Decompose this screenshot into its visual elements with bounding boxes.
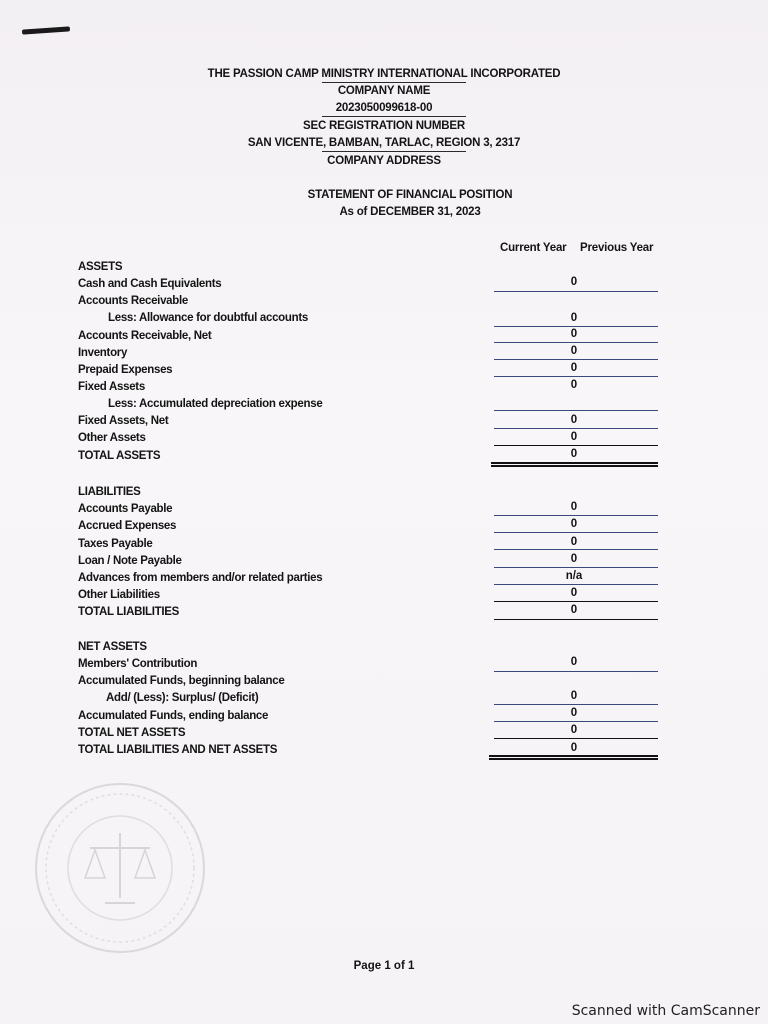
row-label: Less: Accumulated depreciation expense (108, 398, 323, 410)
underline (494, 376, 658, 377)
row-value: 0 (570, 379, 578, 391)
row-label: Other Assets (78, 432, 146, 444)
total-net-assets-value: 0 (570, 724, 578, 736)
underline (494, 704, 658, 705)
row-value: 0 (570, 501, 578, 513)
underline (494, 342, 658, 343)
row-label: Accounts Receivable, Net (78, 330, 212, 342)
row-value: n/a (565, 570, 583, 582)
row-label: Accrued Expenses (78, 520, 177, 532)
row-value: 0 (570, 362, 578, 374)
scanner-watermark: Scanned with CamScanner (571, 1003, 760, 1019)
page-number: Page 1 of 1 (353, 960, 415, 972)
underline (494, 721, 658, 722)
underline (494, 549, 658, 550)
underline (494, 359, 658, 360)
double-underline (491, 462, 658, 467)
row-label: Accumulated Funds, beginning balance (78, 675, 285, 687)
row-value: 0 (570, 312, 578, 324)
row-label: Add/ (Less): Surplus/ (Deficit) (106, 692, 259, 704)
row-value: 0 (570, 536, 578, 548)
liabilities-heading: LIABILITIES (78, 486, 141, 498)
row-value: 0 (570, 553, 578, 565)
company-name-label: COMPANY NAME (337, 85, 431, 97)
total-assets-value: 0 (570, 448, 578, 460)
row-label: Accounts Payable (78, 503, 173, 515)
row-label: Other Liabilities (78, 589, 160, 601)
underline (494, 515, 658, 516)
row-label: Cash and Cash Equivalents (78, 278, 222, 290)
scan-mark (22, 26, 70, 34)
row-value: 0 (570, 414, 578, 426)
total-liabilities-net-assets-label: TOTAL LIABILITIES AND NET ASSETS (78, 744, 278, 756)
net-assets-heading: NET ASSETS (78, 641, 147, 653)
statement-date: As of DECEMBER 31, 2023 (339, 206, 481, 218)
underline (494, 584, 658, 585)
double-underline (489, 755, 658, 760)
underline (494, 619, 658, 620)
column-previous-year: Previous Year (580, 242, 654, 254)
statement-title: STATEMENT OF FINANCIAL POSITION (307, 189, 513, 201)
row-label: Loan / Note Payable (78, 555, 182, 567)
underline (494, 532, 658, 533)
row-value: 0 (570, 328, 578, 340)
row-label: Prepaid Expenses (78, 364, 173, 376)
total-liabilities-label: TOTAL LIABILITIES (78, 606, 179, 618)
total-liabilities-net-assets-value: 0 (570, 742, 578, 754)
row-label: Fixed Assets (78, 381, 145, 393)
underline (494, 326, 658, 327)
total-assets-label: TOTAL ASSETS (78, 450, 161, 462)
row-value: 0 (570, 345, 578, 357)
row-value: 0 (570, 431, 578, 443)
row-value: 0 (570, 518, 578, 530)
row-label: Members' Contribution (78, 658, 198, 670)
underline (494, 445, 658, 446)
sec-label: SEC REGISTRATION NUMBER (303, 120, 465, 132)
company-name-rule (322, 82, 466, 83)
underline (494, 428, 658, 429)
row-label: Less: Allowance for doubtful accounts (108, 312, 308, 324)
row-label: Advances from members and/or related parties (78, 572, 323, 584)
underline (494, 291, 658, 292)
underline (494, 601, 658, 602)
column-current-year: Current Year (500, 242, 567, 254)
row-label: Taxes Payable (78, 538, 153, 550)
underline (494, 738, 658, 739)
row-label: Inventory (78, 347, 128, 359)
sec-number: 2023050099618-00 (335, 102, 433, 114)
embossed-seal-icon (30, 778, 210, 958)
underline (494, 567, 658, 568)
row-label: Accumulated Funds, ending balance (78, 710, 269, 722)
total-liabilities-value: 0 (570, 604, 578, 616)
underline (494, 410, 658, 411)
row-value: 0 (570, 587, 578, 599)
address-rule (322, 151, 466, 152)
sec-rule (322, 116, 466, 117)
row-label: Fixed Assets, Net (78, 415, 169, 427)
total-net-assets-label: TOTAL NET ASSETS (78, 727, 186, 739)
row-value: 0 (570, 690, 578, 702)
row-value: 0 (570, 707, 578, 719)
company-name: THE PASSION CAMP MINISTRY INTERNATIONAL INCORPORATED (207, 68, 561, 80)
row-value: 0 (570, 276, 578, 288)
company-address-label: COMPANY ADDRESS (327, 155, 441, 167)
company-address: SAN VICENTE, BAMBAN, TARLAC, REGION 3, 2317 (247, 137, 521, 149)
assets-heading: ASSETS (78, 261, 123, 273)
row-label: Accounts Receivable (78, 295, 188, 307)
row-value: 0 (570, 656, 578, 668)
underline (494, 671, 658, 672)
